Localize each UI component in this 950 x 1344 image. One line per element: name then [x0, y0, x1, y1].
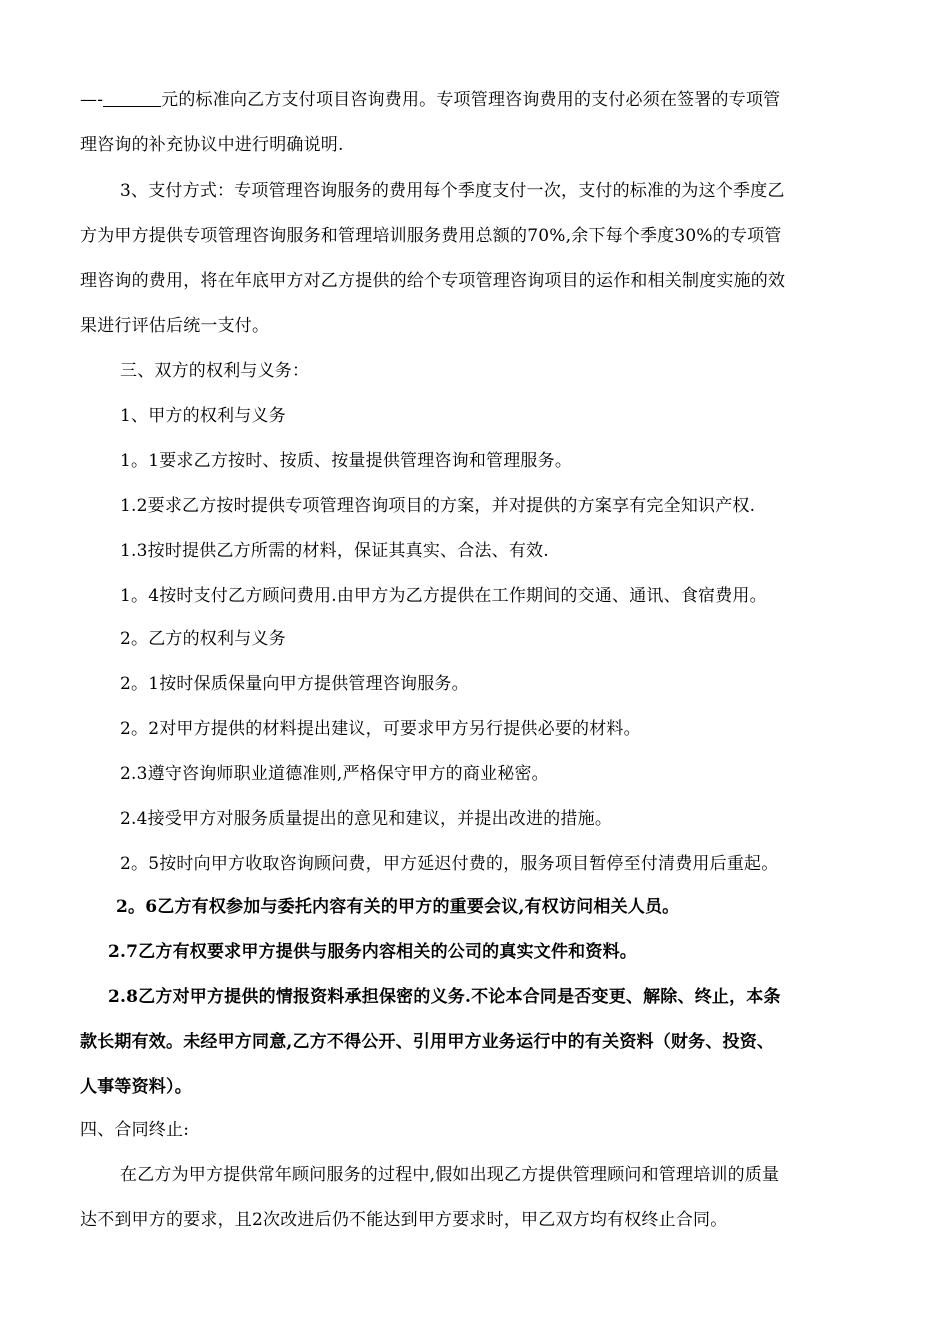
section-4-heading: 四、合同终止:	[80, 1120, 190, 1140]
payment-method-line-2: 方为甲方提供专项管理咨询服务和管理培训服务费用总额的70%,余下每个季度30%的专项管	[80, 226, 782, 246]
paragraph-line-1	[80, 88, 780, 112]
clause-2-8-line-1: 2.8乙方对甲方提供的情报资料承担保密的义务.不论本合同是否变更、解除、终止，本条	[108, 987, 781, 1007]
clause-2-5: 2。5按时向甲方收取咨询顾问费，甲方延迟付费的，服务项目暂停至付清费用后重起。	[120, 854, 779, 874]
clause-2-2: 2。2对甲方提供的材料提出建议，可要求甲方另行提供必要的材料。	[120, 719, 641, 739]
clause-2-3: 2.3遵守咨询师职业道德准则,严格保守甲方的商业秘密。	[120, 764, 549, 784]
party-b-heading: 2。乙方的权利与义务	[120, 629, 286, 649]
termination-line-1: 在乙方为甲方提供常年顾问服务的过程中,假如出现乙方提供管理顾问和管理培训的质量	[120, 1165, 780, 1185]
payment-method-line-4: 果进行评估后统一支付。	[80, 316, 270, 336]
amount-blank	[103, 88, 161, 107]
payment-method-line-1: 3、支付方式：专项管理咨询服务的费用每个季度支付一次，支付的标准的为这个季度乙	[120, 181, 785, 201]
payment-method-line-3: 理咨询的费用，将在年底甲方对乙方提供的给个专项管理咨询项目的运作和相关制度实施的效	[80, 271, 786, 291]
dash-prefix: —-	[80, 90, 104, 110]
clause-1-4: 1。4按时支付乙方顾问费用.由甲方为乙方提供在工作期间的交通、通讯、食宿费用。	[120, 586, 767, 606]
clause-2-8-line-2: 款长期有效。未经甲方同意,乙方不得公开、引用甲方业务运行中的有关资料（财务、投资、	[80, 1032, 775, 1052]
termination-line-2: 达不到甲方的要求，且2次改进后仍不能达到甲方要求时，甲乙双方均有权终止合同。	[80, 1210, 728, 1230]
clause-2-8-line-3: 人事等资料）。	[80, 1077, 192, 1097]
clause-2-1: 2。1按时保质保量向甲方提供管理咨询服务。	[120, 674, 469, 694]
paragraph-line-2: 理咨询的补充协议中进行明确说明.	[80, 135, 344, 155]
clause-2-7: 2.7乙方有权要求甲方提供与服务内容相关的公司的真实文件和资料。	[108, 942, 637, 962]
clause-1-2: 1.2要求乙方按时提供专项管理咨询项目的方案，并对提供的方案享有完全知识产权.	[120, 496, 756, 516]
clause-1-1: 1。1要求乙方按时、按质、按量提供管理咨询和管理服务。	[120, 451, 573, 471]
party-a-heading: 1、甲方的权利与义务	[120, 406, 286, 426]
clause-1-3: 1.3按时提供乙方所需的材料，保证其真实、合法、有效.	[120, 541, 549, 561]
line-1-text: 元的标准向乙方支付项目咨询费用。专项管理咨询费用的支付必须在签署的专项管	[161, 90, 781, 110]
clause-2-4: 2.4接受甲方对服务质量提出的意见和建议，并提出改进的措施。	[120, 809, 613, 829]
clause-2-6: 2。6乙方有权参加与委托内容有关的甲方的重要会议,有权访问相关人员。	[116, 897, 680, 917]
section-3-heading: 三、双方的权利与义务：	[120, 361, 310, 381]
